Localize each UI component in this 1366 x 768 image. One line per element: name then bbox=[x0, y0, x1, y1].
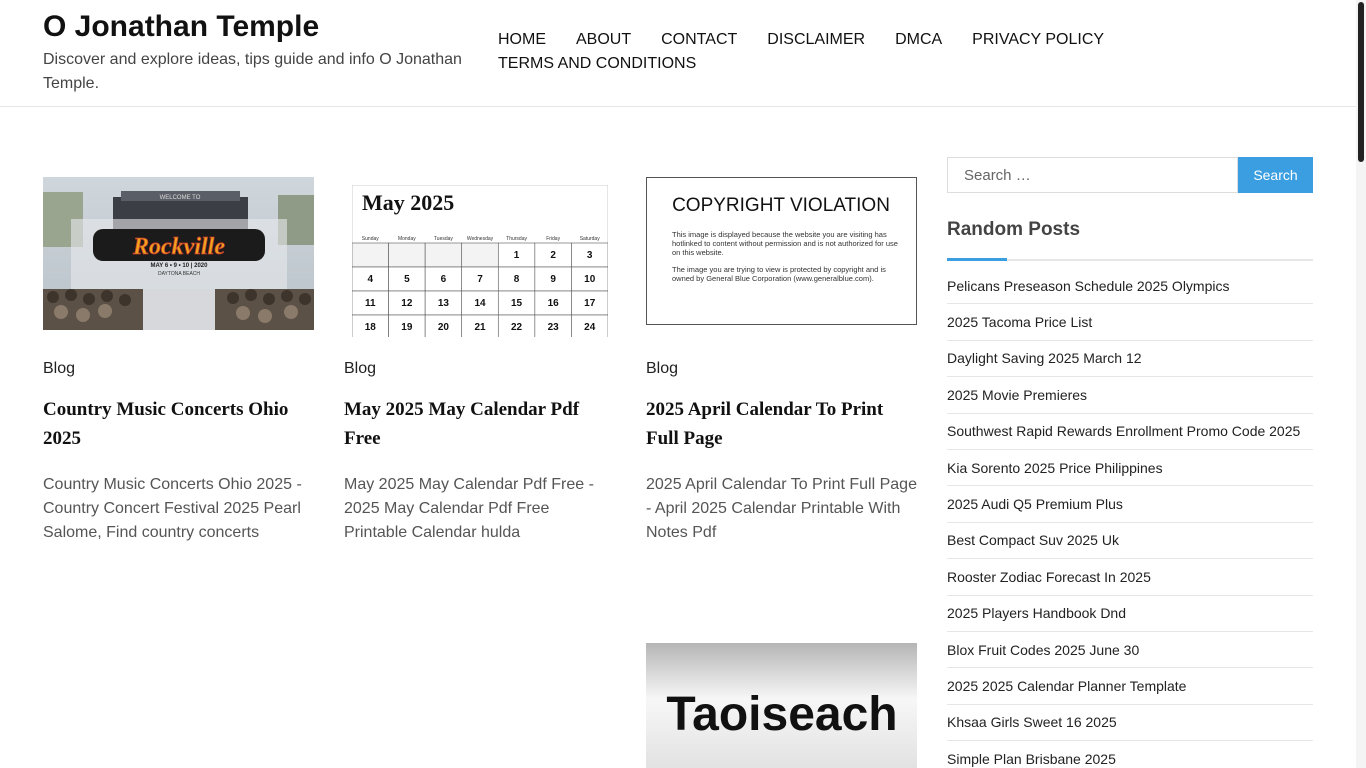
post-title[interactable]: Country Music Concerts Ohio 2025 bbox=[43, 399, 289, 449]
copyright-line-1: This image is displayed because the website you are visiting has hotlinked to content without permission and is not authorized for use on this website. bbox=[672, 230, 898, 257]
site-description: Discover and explore ideas, tips guide and info O Jonathan Temple. bbox=[43, 51, 462, 92]
calendar-date: 14 bbox=[474, 298, 486, 309]
post-title[interactable]: 2025 April Calendar To Print Full Page bbox=[646, 399, 884, 449]
random-post-link[interactable]: Best Compact Suv 2025 Uk bbox=[947, 532, 1119, 549]
nav-disclaimer[interactable]: DISCLAIMER bbox=[767, 31, 866, 48]
calendar-date: 21 bbox=[474, 322, 486, 333]
random-post-link[interactable]: 2025 Movie Premieres bbox=[947, 386, 1088, 403]
calendar-date: 12 bbox=[401, 298, 413, 309]
post-category[interactable]: Blog bbox=[43, 360, 76, 377]
calendar-date: 13 bbox=[437, 298, 449, 309]
random-post-link[interactable]: Southwest Rapid Rewards Enrollment Promo Code 2025 bbox=[947, 423, 1301, 440]
list-item bbox=[947, 268, 1313, 304]
search-input[interactable] bbox=[947, 157, 1238, 193]
calendar-date: 3 bbox=[586, 250, 593, 261]
calendar-day-header: Sunday bbox=[361, 236, 379, 242]
random-post-link[interactable]: 2025 Tacoma Price List bbox=[947, 314, 1093, 331]
calendar-date: 9 bbox=[550, 274, 556, 285]
banner-text: WELCOME TO bbox=[159, 195, 201, 201]
calendar-date: 4 bbox=[367, 274, 374, 285]
page-scrollbar[interactable] bbox=[1356, 0, 1366, 768]
calendar-date: 10 bbox=[584, 274, 596, 285]
post-thumbnail[interactable] bbox=[43, 177, 314, 330]
widget-divider-accent bbox=[947, 258, 1007, 261]
random-post-link[interactable]: Simple Plan Brisbane 2025 bbox=[947, 751, 1116, 768]
nav-privacy-policy[interactable]: PRIVACY POLICY bbox=[972, 31, 1105, 48]
list-item bbox=[947, 596, 1313, 632]
post-category[interactable]: Blog bbox=[344, 360, 377, 377]
list-item bbox=[947, 559, 1313, 595]
concert-image bbox=[43, 177, 314, 330]
calendar-date: 11 bbox=[364, 298, 376, 309]
post-thumbnail[interactable] bbox=[646, 177, 917, 325]
random-post-link[interactable]: Khsaa Girls Sweet 16 2025 bbox=[947, 714, 1117, 731]
calendar-date: 7 bbox=[477, 274, 483, 285]
calendar-day-header: Friday bbox=[546, 236, 561, 242]
copyright-heading: COPYRIGHT VIOLATION bbox=[672, 195, 890, 216]
calendar-date: 8 bbox=[513, 274, 520, 285]
nav-terms-and-conditions[interactable]: TERMS AND CONDITIONS bbox=[498, 55, 697, 72]
calendar-cell bbox=[425, 243, 462, 267]
calendar-date: 16 bbox=[547, 298, 559, 309]
calendar-day-header: Tuesday bbox=[433, 236, 453, 242]
search-button[interactable]: Search bbox=[1238, 157, 1313, 193]
nav-home[interactable]: HOME bbox=[498, 31, 546, 48]
nav-about[interactable]: ABOUT bbox=[576, 31, 632, 48]
taoiseach-text: Taoiseach bbox=[666, 688, 898, 741]
list-item bbox=[947, 632, 1313, 668]
calendar-date: 2 bbox=[550, 250, 556, 261]
post-excerpt: Country Music Concerts Ohio 2025 - Country Concert Festival 2025 Pearl Salome, Find country concerts bbox=[43, 476, 302, 541]
calendar-date: 17 bbox=[584, 298, 596, 309]
calendar-cell bbox=[352, 243, 389, 267]
calendar-date: 19 bbox=[401, 322, 413, 333]
random-post-link[interactable]: 2025 2025 Calendar Planner Template bbox=[947, 677, 1187, 694]
random-post-link[interactable]: 2025 Players Handbook Dnd bbox=[947, 605, 1127, 622]
calendar-date: 5 bbox=[404, 274, 410, 285]
post-card-3 bbox=[646, 177, 917, 557]
random-posts-list bbox=[947, 268, 1313, 768]
copyright-line-2: The image you are trying to view is protected by copyright and is owned by General Blue Corporation (www.generalblue.com). bbox=[672, 265, 886, 283]
calendar-date: 24 bbox=[584, 322, 596, 333]
location-text: DAYTONA BEACH bbox=[157, 271, 201, 277]
list-item bbox=[947, 450, 1313, 486]
nav-dmca[interactable]: DMCA bbox=[895, 31, 943, 48]
post-category[interactable]: Blog bbox=[646, 360, 679, 377]
random-post-link[interactable]: Rooster Zodiac Forecast In 2025 bbox=[947, 568, 1151, 585]
calendar-cell bbox=[389, 243, 426, 267]
calendar-date: 20 bbox=[437, 322, 449, 333]
widget-title-random-posts: Random Posts bbox=[947, 219, 1081, 240]
calendar-date: 22 bbox=[511, 322, 523, 333]
list-item bbox=[947, 341, 1313, 377]
post-title[interactable]: May 2025 May Calendar Pdf Free bbox=[344, 399, 580, 449]
post-thumbnail[interactable] bbox=[646, 643, 917, 768]
calendar-image bbox=[352, 185, 608, 337]
list-item bbox=[947, 523, 1313, 559]
calendar-date: 18 bbox=[364, 322, 376, 333]
site-header bbox=[0, 0, 1356, 107]
list-item bbox=[947, 304, 1313, 340]
list-item bbox=[947, 741, 1313, 768]
scrollbar-thumb[interactable] bbox=[1358, 2, 1364, 162]
calendar-cell bbox=[462, 243, 499, 267]
copyright-image bbox=[646, 177, 917, 325]
taoiseach-image bbox=[646, 643, 917, 768]
random-post-link[interactable]: Blox Fruit Codes 2025 June 30 bbox=[947, 641, 1140, 658]
calendar-day-header: Thursday bbox=[506, 236, 527, 242]
random-post-link[interactable]: Kia Sorento 2025 Price Philippines bbox=[947, 459, 1163, 476]
post-excerpt: 2025 April Calendar To Print Full Page - April 2025 Calendar Printable With Notes Pdf bbox=[646, 476, 917, 541]
calendar-day-header: Monday bbox=[397, 236, 416, 242]
list-item bbox=[947, 414, 1313, 450]
calendar-date: 6 bbox=[440, 274, 447, 285]
calendar-heading: May 2025 bbox=[362, 190, 455, 215]
random-post-link[interactable]: Daylight Saving 2025 March 12 bbox=[947, 350, 1142, 367]
calendar-date: 15 bbox=[511, 298, 523, 309]
calendar-day-header: Saturday bbox=[579, 236, 600, 242]
rockville-logo: Rockville bbox=[133, 234, 225, 260]
dates-text: MAY 6 • 9 • 10 | 2020 bbox=[150, 263, 208, 269]
calendar-date: 1 bbox=[513, 250, 520, 261]
list-item bbox=[947, 705, 1313, 741]
site-title[interactable]: O Jonathan Temple bbox=[43, 10, 320, 43]
post-card-4 bbox=[646, 643, 917, 768]
post-thumbnail[interactable] bbox=[352, 185, 608, 337]
list-item bbox=[947, 377, 1313, 413]
list-item bbox=[947, 486, 1313, 522]
random-post-link[interactable]: Pelicans Preseason Schedule 2025 Olympics bbox=[947, 277, 1230, 294]
post-card-1 bbox=[43, 177, 314, 557]
nav-contact[interactable]: CONTACT bbox=[661, 31, 738, 48]
post-excerpt: May 2025 May Calendar Pdf Free - 2025 May Calendar Pdf Free Printable Calendar hulda bbox=[344, 476, 594, 541]
post-card-2 bbox=[344, 177, 608, 557]
list-item bbox=[947, 668, 1313, 704]
calendar-date: 23 bbox=[547, 322, 559, 333]
calendar-day-header: Wednesday bbox=[466, 236, 494, 242]
main-nav bbox=[498, 28, 1148, 76]
random-post-link[interactable]: 2025 Audi Q5 Premium Plus bbox=[947, 496, 1123, 513]
